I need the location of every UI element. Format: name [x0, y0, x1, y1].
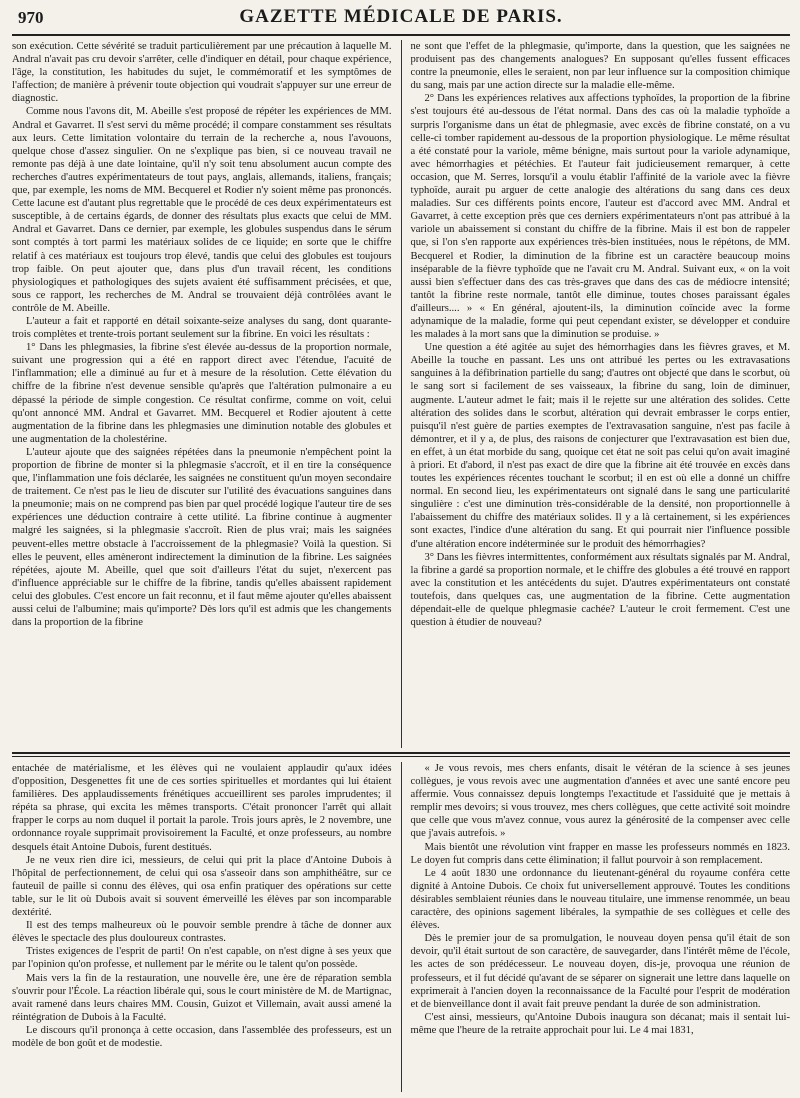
paragraph: 1° Dans les phlegmasies, la fibrine s'est élevée au-dessus de la proportion normale, suivant une progression qui a été en rapport direct avec l'étendue, l'acuité de l'inflammation; elle a diminué au fur et à mesure de la résolution. Cette élévation du chiffre de la fibrine n'est devenue sensible qu'après que l'altération pulmonaire a eu dépassé la période de simple congestion. Ce résultat confirme, comme on voit, celui qu'ont annoncé MM. Andral et Gavarret. MM. Becquerel et Rodier ajoutent à cette augmentation de la fibrine dans les phlegmasies une diminution notable des globules et une augmentation de la cholestérine. [12, 342, 392, 445]
paragraph: 2° Dans les expériences relatives aux affections typhoïdes, la proportion de la fibrine s'est toujours été au-dessous de l'état normal. Dans des cas où la maladie typhoïde a surpris l'organisme dans un état de phlegmasie, avec excès de fibrine constaté, on a vu celle-ci tomber rapidement au-dessous de la proportion physiologique. Le même résultat a été constaté pour la variole, même bénigne, mais surtout pour la variole adynamique, avec hémorrhagies et pétéchies. Et l'auteur fait judicieusement remarquer, à cette occasion, que M. Serres, lorsqu'il a voulu établir l'affinité de la variole avec la fièvre typhoïde, aurait pu arguer de cette analogie des altérations du sang dans ces deux maladies. Sur ces différents points encore, l'auteur est d'accord avec MM. Andral et Gavarret, à cette exception près que ces derniers expérimentateurs n'ont pas attribué à la variole un abaissement si constant du chiffre de la fibrine. Mais il est bon de rappeler que, si l'on s'en rapporte aux expériences très-bien instituées, nous le répétons, de MM. Becquerel et Rodier, la diminution de la fibrine est un caractère beaucoup moins inséparable de la fièvre typhoïde que ne l'avait cru M. Andral. Suivant eux, « on la voit aussi bien s'effectuer dans des cas très-graves que dans des cas de médiocre intensité; tantôt la fibrine reste normale, tantôt elle diminue, toutes choses paraissant égales d'ailleurs.... » « En général, ajoutent-ils, la diminution coïncide avec la forme adynamique de la maladie, forme qui peut cependant exister, se développer et conduire les malades à la mort sans que la diminution se produise. » [410, 93, 790, 341]
paragraph: L'auteur ajoute que des saignées répétées dans la pneumonie n'empêchent point la proportion de fibrine de monter si la phlegmasie s'accroît, et il en tire la conséquence que, l'inflammation une fois déclarée, les saignées ne constituent qu'un moyen secondaire de traitement. Ce n'est pas le lieu de discuter sur l'utilité des évacuations sanguines dans la pneumonie; mais on ne comprend pas bien par quel procédé logique l'auteur tire de ses expériences une déduction contraire à cette utilité. La fibrine continue à augmenter malgré les saignées, si la phlegmasie s'accroît. Rien de plus vrai; mais les saignées peuvent-elles mettre obstacle à l'accroissement de la phlegmasie? Voilà la question. Si elles le peuvent, elles amèneront indirectement la diminution de la fibrine. Les saignées répétées, ajoute M. Abeille, quel que soit d'ailleurs l'état du sujet, n'exercent pas d'influence appréciable sur le chiffre de la fibrine, tandis qu'elles abaissent rapidement celui des globules. C'est encore un fait reconnu, et il faut même ajouter qu'elles abaissent aussi celui de l'albumine; mais qu'importe? Dès lors qu'il est admis que les changements dans la proportion de la fibrine [12, 446, 392, 629]
article-column-right [402, 40, 791, 748]
paragraph: Le discours qu'il prononça à cette occasion, dans l'assemblée des professeurs, est un modèle de bon goût et de modestie. [12, 1024, 392, 1049]
paragraph: Il est des temps malheureux où le pouvoir semble prendre à tâche de donner aux élèves le spectacle des plus douloureux contrastes. [12, 920, 392, 945]
paragraph: son exécution. Cette sévérité se traduit particulièrement par une précaution à laquelle M. Andral n'avait pas cru devoir s'arrêter, celle d'indiquer en détail, pour chaque expérience, l'âge, la constitution, les habitudes du sujet, le commémoratif et les symptômes de l'affection; de manière à prévenir toute objection qui voudrait s'appuyer sur une erreur de diagnostic. [12, 41, 392, 105]
running-title: GAZETTE MÉDICALE DE PARIS. [239, 6, 563, 27]
section-divider-thin [12, 756, 790, 757]
paragraph: « Je vous revois, mes chers enfants, disait le vétéran de la science à ses jeunes collègues, je vous revois avec une augmentation d'années et avec une santé encore peu affermie. Vous connaissez depuis longtemps l'exactitude et l'assiduité que je mettais à remplir mes devoirs; si vous trouvez, mes chers collègues, que cette activité soit moindre que celle que vous m'avez connue, vous aurez la générosité de la compenser avec celle que j'avais autrefois. » [410, 763, 790, 840]
paragraph: Mais bientôt une révolution vint frapper en masse les professeurs nommés en 1823. Le doyen fut compris dans cette élimination; il fallut pourvoir à son remplacement. [410, 841, 790, 866]
paragraph: Le 4 août 1830 une ordonnance du lieutenant-général du royaume conféra cette dignité à Antoine Dubois. Ce choix fut universellement approuvé. Toutes les conditions désirables semblaient réunies dans le nouveau titulaire, une immense renommée, un beau caractère, des opinions sagement libérales, la sympathie de ses collègues et celle des élèves. [410, 867, 790, 932]
article-column-left [12, 40, 402, 748]
paragraph: Mais vers la fin de la restauration, une nouvelle ère, une ère de réparation sembla s'ouvrir pour l'École. La réaction libérale qui, sous le court ministère de M. de Martignac, avait ramené dans leurs chaires MM. Cousin, Guizot et Villemain, avait aussi amené la réintégration de Dubois à la Faculté. [12, 972, 392, 1023]
feuilleton-column-right [402, 762, 791, 1092]
feuilleton-column-left [12, 762, 402, 1092]
article-top [12, 40, 790, 748]
paragraph: entachée de matérialisme, et les élèves qui ne voulaient applaudir qu'aux idées d'opposition, Desgenettes fit une de ces sorties spirituelles et mordantes qui lui étaient familières. Des applaudissements frénétiques accueillirent ses paroles imprudentes; il répéta sa phrase, qui excita les mêmes transports. C'était prononcer l'arrêt qui allait frapper le corps au nom duquel il portait la parole. Trois jours après, le 2 novembre, une ordonnance royale supprimait provisoirement la Faculté, et onze professeurs, au nombre desquels était Antoine Dubois, furent destitués. [12, 763, 392, 853]
page-number: 970 [18, 8, 44, 27]
paragraph: 3° Dans les fièvres intermittentes, conformément aux résultats signalés par M. Andral, la fibrine a gardé sa proportion normale, et le chiffre des globules a été trouvé en rapport avec la constitution et les antécédents du sujet. D'autres expérimentateurs ont constaté toutefois, dans quelques cas, une augmentation de la fibrine. Cette augmentation dépendait-elle de quelque phlegmasie cachée? L'auteur le croit fermement. C'est une question à étudier de nouveau? [410, 551, 790, 629]
paragraph: Tristes exigences de l'esprit de parti! On n'est capable, on n'est digne à ses yeux que par l'opinion qu'on professe, et nullement par le mérite ou le talent qu'on possède. [12, 946, 392, 971]
paragraph: C'est ainsi, messieurs, qu'Antoine Dubois inaugura son décanat; mais il sentait lui-même que l'heure de la retraite approchait pour lui. Le 4 mai 1831, [410, 1011, 790, 1036]
paragraph: Je ne veux rien dire ici, messieurs, de celui qui prit la place d'Antoine Dubois à l'hôpital de perfectionnement, de celui qui osa s'asseoir dans son amphithéâtre, sur ce fauteuil de paille si connu des élèves, qui osa enfin pratiquer des opérations sur cette table, sur le lit où Dubois avait si souvent émerveillé les élèves par son incomparable dextérité. [12, 854, 392, 919]
feuilleton [12, 762, 790, 1092]
paragraph: L'auteur a fait et rapporté en détail soixante-seize analyses du sang, dont quarante-trois complètes et trente-trois portant seulement sur la fibrine. En voici les résultats : [12, 315, 392, 341]
paragraph: Comme nous l'avons dit, M. Abeille s'est proposé de répéter les expériences de MM. Andral et Gavarret. Il s'est servi du même procédé; il compare constamment ses résultats aux leurs. Cette limitation volontaire du terrain de la recherche a, nous l'avouons, quelque chose d'assez singulier. On ne s'explique pas bien, si ce nouveau travail ne remonte pas déjà à une date lointaine, qu'il n'y soit tenu absolument aucun compte des recherches d'autres expérimentateurs de tout pays, anglais, allemands, italiens, français; que, par exemple, les noms de MM. Becquerel et Rodier n'y soient même pas prononcés. Cette lacune est d'autant plus regrettable que le procédé de ces deux expérimentateurs est susceptible, à de certains égards, de donner des résultats plus exacts que celui de MM. Andral et Gavarret. Dans ce dernier, par exemple, les globules suspendus dans le sérum sont comptés à tort parmi les matériaux solides de ce liquide; en sorte que le chiffre relatif à ces matériaux est toujours trop élevé, tandis que celui des globules est toujours trop faible. On peut ajouter que, dans plus d'un travail récent, les conditions physiologiques et pathologiques des sujets avaient été suffisamment précisées, et que, sous ce rapport, les recherches de M. Andral se trouvaient déjà contrôlées avant le contrôle de M. Abeille. [12, 106, 392, 314]
section-divider [12, 752, 790, 754]
page-header [12, 0, 790, 36]
paragraph: Dès le premier jour de sa promulgation, le nouveau doyen pensa qu'il était de son devoir, qu'il était surtout de son caractère, de sauvegarder, dans l'intérêt même de l'école, les actes de son prédécesseur. Le nouveau doyen, dis-je, provoqua une réunion de professeurs, et il fut décidé qu'avant de se séparer on signerait une lettre dans laquelle on exprimerait à l'ancien doyen la reconnaissance de la Faculté pour l'esprit de modération et de bienveillance dont il avait fait preuve pendant la durée de son administration. [410, 933, 790, 1010]
paragraph: Une question a été agitée au sujet des hémorrhagies dans les fièvres graves, et M. Abeille la touche en passant. Les uns ont attribué les pertes ou les extravasations sanguines à la défibrination partielle du sang; d'autres ont objecté que dans le scorbut, où le sang sort si facilement de ses vaisseaux, la fibrine du sang, loin de diminuer, augmente. L'auteur admet le fait; mais il le rejette sur une altération des solides. Cette altération des solides dans le scorbut, altération qui devrait embrasser le corps entier, puisqu'il n'est guère de parties exemptes de l'extravasation sanguine, n'est pas facile à démontrer, et il y a, de plus, des raisons de conjecturer que l'extravasation est bien due, en effet, à un état morbide du sang, quoique cet état ne soit pas celui qu'on avait imaginé à priori. Et d'abord, il n'est pas exact de dire que la fibrine ait été trouvée en excès dans toutes les expériences récentes touchant le scorbut; il en est où elle a donné un chiffre normal. En second lieu, les expérimentateurs ont signalé dans le sang une particularité singulière : c'est une diminution très-considérable de la densité, non proportionnelle à l'abaissement du chiffre des matériaux solides. Il y a là certainement, si les expériences sont exactes, l'indice d'une altération du sang. Et qui pourrait nier l'influence possible d'une altération encore indéterminée sur le produit des hémorrhagies? [410, 342, 790, 550]
paragraph: ne sont que l'effet de la phlegmasie, qu'importe, dans la question, que les saignées ne produisent pas des changements analogues? En supposant qu'elles fussent efficaces contre la pneumonie, elles le seraient, non par leur influence sur la composition chimique du sang, mais par une action directe sur la maladie elle-même. [410, 41, 790, 92]
